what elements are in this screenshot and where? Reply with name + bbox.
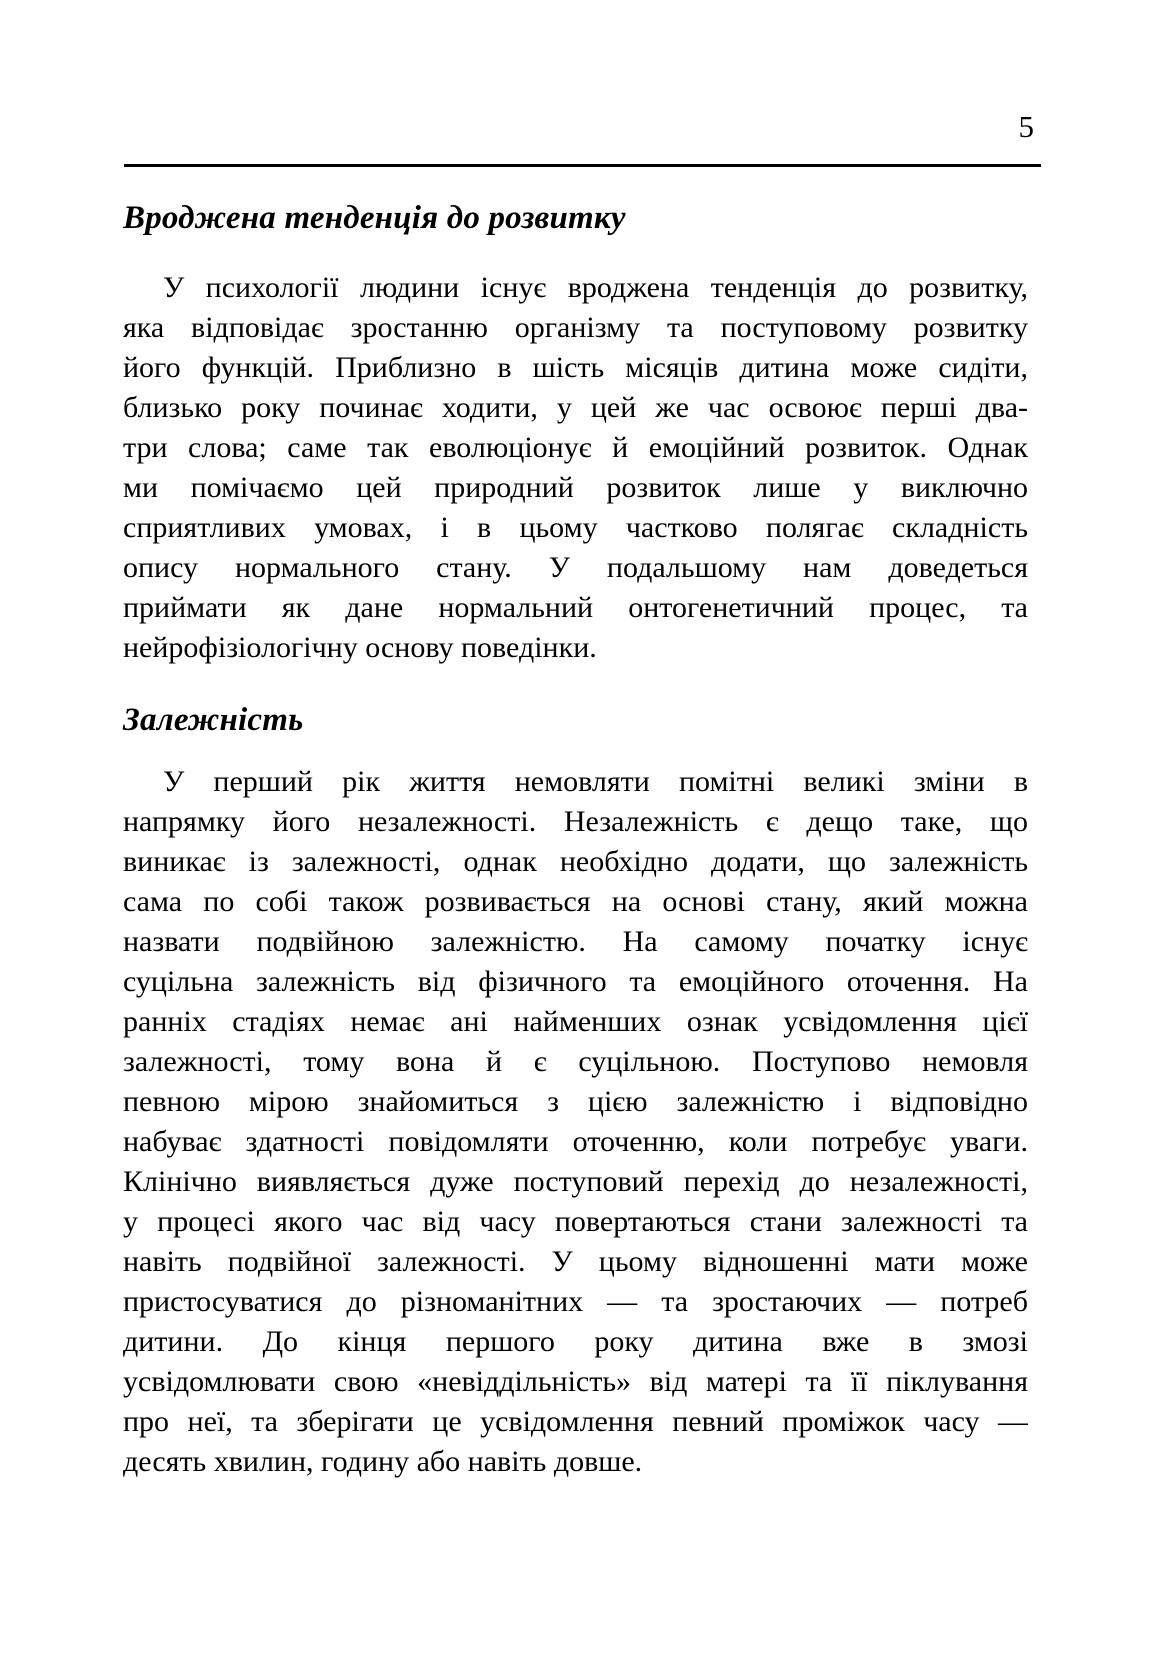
- text-line: суцільна залежність від фізичного та емоційного оточення. На: [123, 965, 1028, 998]
- page-content: [123, 198, 1028, 1482]
- text-line: його функцій. Приблизно в шість місяців дитина може сидіти,: [123, 351, 1028, 384]
- text-line: ми помічаємо цей природний розвиток лише у виключно: [123, 471, 1028, 504]
- text-line: певною мірою знайомиться з цією залежністю і відповідно: [123, 1085, 1028, 1118]
- section-heading: Залежність: [123, 702, 304, 738]
- header-rule: [124, 164, 1041, 167]
- text-line: залежності, тому вона й є суцільною. Поступово немовля: [123, 1045, 1028, 1078]
- text-line: У перший рік життя немовляти помітні великі зміни в: [163, 765, 1028, 798]
- section-dependence: [123, 700, 1028, 1482]
- text-line: яка відповідає зростанню організму та поступовому розвитку: [123, 311, 1028, 344]
- text-line: опису нормального стану. У подальшому нам доведеться: [123, 551, 1028, 584]
- text-line: нейрофізіологічну основу поведінки.: [123, 631, 597, 664]
- section-heading: Вроджена тенденція до розвитку: [123, 200, 626, 236]
- page-number: 5: [1018, 109, 1034, 144]
- text-line: виникає із залежності, однак необхідно додати, що залежність: [123, 845, 1028, 878]
- text-line: сама по собі також розвивається на основі стану, який можна: [123, 885, 1028, 918]
- text-line: усвідомлювати свою «невіддільність» від матері та її піклування: [123, 1365, 1028, 1398]
- text-line: три слова; саме так еволюціонує й емоційний розвиток. Однак: [123, 431, 1028, 464]
- text-line: назвати подвійною залежністю. На самому початку існує: [123, 925, 1028, 958]
- text-line: дитини. До кінця першого року дитина вже в змозі: [123, 1325, 1028, 1358]
- text-line: пристосуватися до різноманітних — та зростаючих — потреб: [123, 1285, 1028, 1318]
- text-line: У психології людини існує вроджена тенденція до розвитку,: [163, 271, 1028, 304]
- text-line: набуває здатності повідомляти оточенню, коли потребує уваги.: [123, 1125, 1028, 1158]
- paragraph: [123, 762, 1028, 1482]
- text-line: близько року починає ходити, у цей же час освоює перші два-: [123, 391, 1028, 424]
- text-line: Клінічно виявляється дуже поступовий перехід до незалежності,: [123, 1165, 1028, 1198]
- paragraph: [123, 268, 1028, 668]
- text-line: сприятливих умовах, і в цьому частково полягає складність: [123, 511, 1028, 544]
- text-line: напрямку його незалежності. Незалежність є дещо таке, що: [123, 805, 1028, 838]
- section-innate-tendency: [123, 198, 1028, 668]
- text-line: приймати як дане нормальний онтогенетичний процес, та: [123, 591, 1028, 624]
- text-line: ранніх стадіях немає ані найменших ознак усвідомлення цієї: [123, 1005, 1028, 1038]
- text-line: у процесі якого час від часу повертаються стани залежності та: [123, 1205, 1028, 1238]
- text-line: про неї, та зберігати це усвідомлення певний проміжок часу —: [123, 1405, 1028, 1438]
- text-line: навіть подвійної залежності. У цьому відношенні мати може: [123, 1245, 1028, 1278]
- text-line: десять хвилин, годину або навіть довше.: [123, 1445, 643, 1478]
